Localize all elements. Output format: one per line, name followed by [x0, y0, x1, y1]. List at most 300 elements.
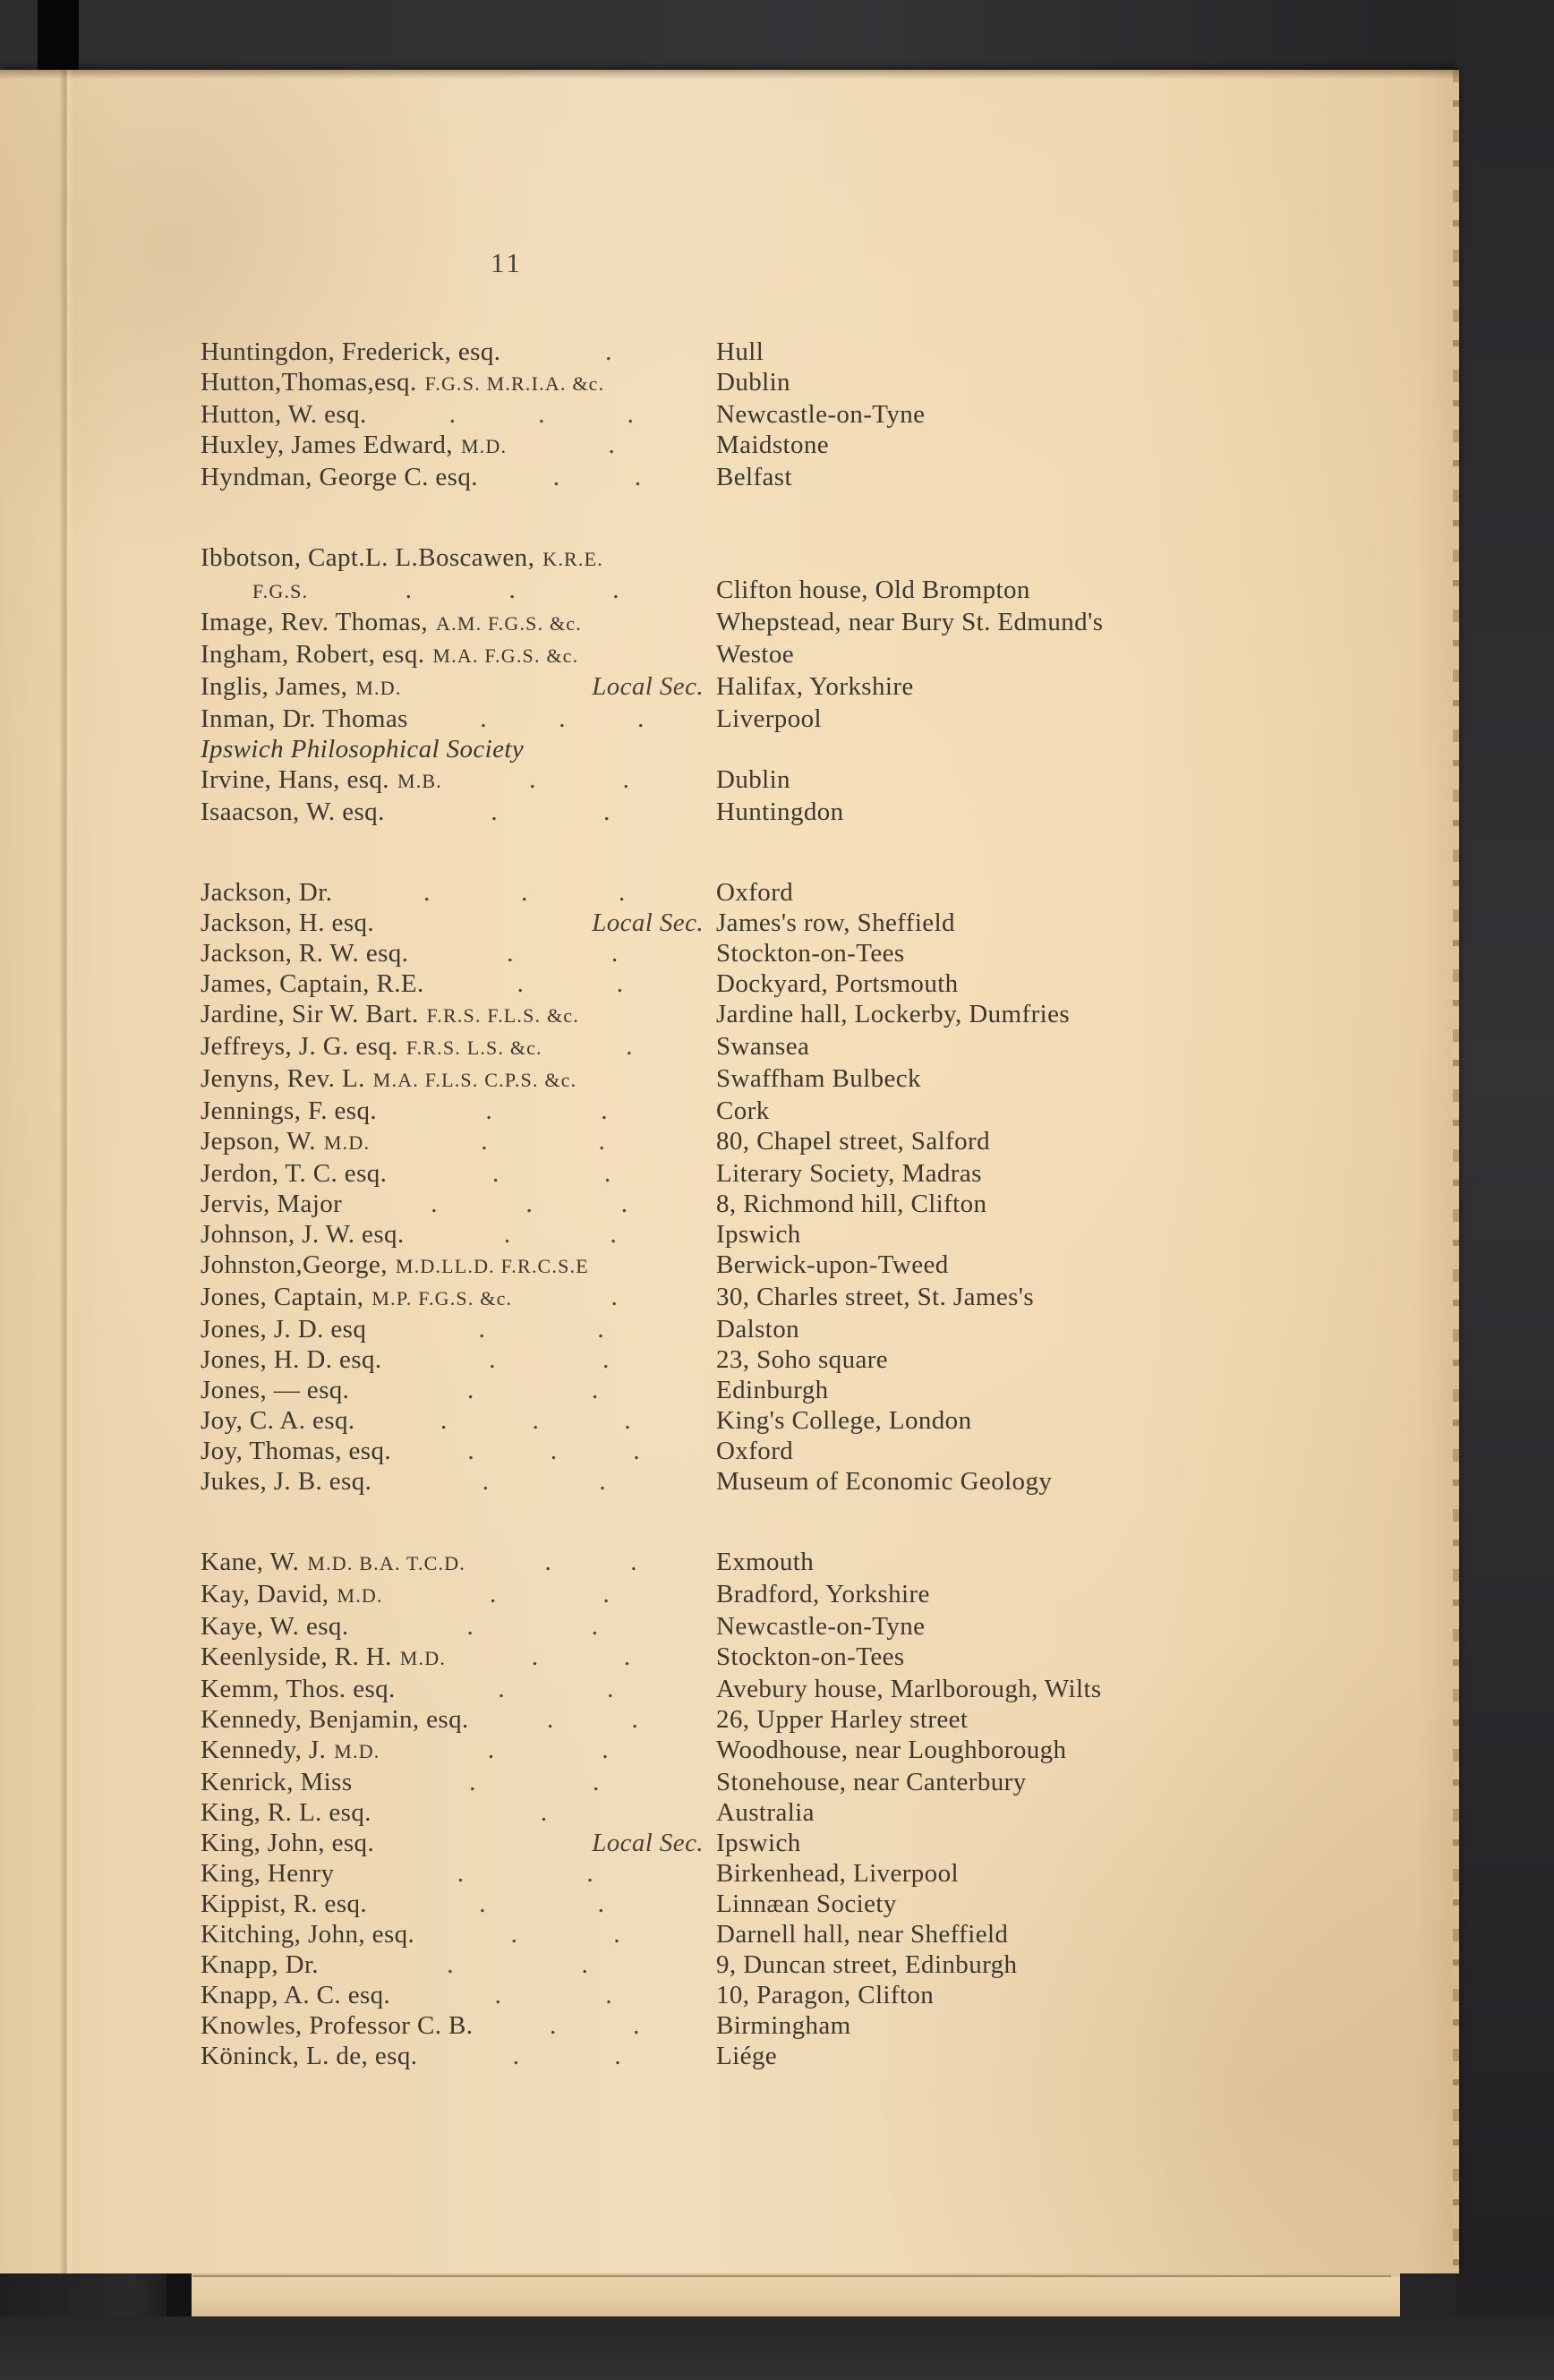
leader-dot: .	[602, 1345, 610, 1374]
leader-dot: .	[510, 1920, 517, 1949]
member-name: Image, Rev. Thomas,	[201, 608, 429, 636]
background-bottom	[0, 2316, 1554, 2380]
leader-dot: .	[604, 1159, 611, 1188]
member-section-I	[201, 542, 1434, 827]
member-entry-left	[201, 1611, 716, 1642]
member-entry-left	[201, 337, 716, 367]
member-entry-left	[201, 607, 716, 639]
member-entry-left	[201, 1547, 716, 1579]
dot-leader	[334, 1858, 716, 1889]
member-name: Jones, H. D. esq.	[201, 1345, 382, 1374]
member-entry-left	[201, 2010, 716, 2041]
leader-dot: .	[627, 400, 634, 429]
member-row	[201, 1219, 1434, 1250]
dot-leader	[414, 1919, 716, 1949]
member-address: 23, Soho square	[716, 1345, 889, 1374]
member-name: Inman, Dr. Thomas	[201, 704, 408, 733]
member-entry-left	[201, 734, 716, 764]
member-post: M.D. B.A. T.C.D.	[307, 1552, 466, 1574]
member-row	[201, 1063, 1434, 1096]
member-address: Belfast	[716, 463, 792, 491]
leader-dot: .	[508, 576, 516, 604]
member-entry-left	[201, 1375, 716, 1405]
member-address: Museum of Economic Geology	[716, 1467, 1053, 1496]
dot-leader	[342, 1189, 716, 1219]
member-entry-left	[201, 999, 716, 1031]
leader-dot: .	[492, 1159, 500, 1188]
member-name: Huxley, James Edward,	[201, 431, 453, 459]
member-name: Jackson, R. W. esq.	[201, 939, 409, 968]
leader-dot: .	[559, 704, 566, 733]
member-entry-left	[201, 1466, 716, 1497]
member-row	[201, 734, 1434, 764]
member-row	[201, 1980, 1434, 2010]
member-row	[201, 1949, 1434, 1980]
member-entry-left	[201, 1314, 716, 1344]
leader-dot: .	[531, 1642, 539, 1671]
member-name: Jones, Captain,	[201, 1283, 364, 1311]
member-row	[201, 1344, 1434, 1375]
dot-leader	[332, 877, 716, 908]
member-row	[201, 430, 1434, 462]
leader-dot: .	[601, 1096, 608, 1125]
leader-dot: .	[489, 1345, 496, 1374]
member-name: Joy, Thomas, esq.	[201, 1437, 392, 1465]
member-address: Berwick-upon-Tweed	[716, 1250, 949, 1279]
dot-leader	[355, 1405, 717, 1436]
member-post: M.D.	[460, 435, 508, 457]
member-entry-left	[201, 704, 716, 734]
member-row	[201, 542, 1434, 575]
member-name: Hutton,Thomas,esq.	[201, 368, 417, 397]
member-section-K	[201, 1547, 1434, 2071]
member-name: Joy, C. A. esq.	[201, 1406, 355, 1435]
member-row	[201, 764, 1434, 797]
member-row	[201, 1031, 1434, 1063]
member-address: Dublin	[716, 765, 790, 794]
dot-leader	[391, 1436, 716, 1466]
member-entry-left	[201, 908, 716, 938]
member-row	[201, 1250, 1434, 1282]
member-row	[201, 1314, 1434, 1344]
member-address: 26, Upper Harley street	[716, 1705, 969, 1734]
leader-dot: .	[517, 969, 524, 998]
leader-dot: .	[546, 1705, 554, 1734]
leader-dot: .	[540, 1798, 548, 1827]
leader-dot: .	[602, 1736, 609, 1764]
member-entry-left	[201, 1674, 716, 1704]
member-entry-left	[201, 542, 716, 575]
member-entry-left	[201, 462, 716, 492]
member-row	[201, 1096, 1434, 1126]
member-row	[201, 367, 1434, 399]
member-post: M.D.	[399, 1647, 447, 1669]
leader-dot: .	[599, 1467, 606, 1496]
member-entry-left	[201, 399, 716, 430]
member-entry-left	[201, 1063, 716, 1096]
member-address: Swansea	[716, 1032, 810, 1061]
leader-dot: .	[552, 463, 560, 491]
dot-leader	[512, 1282, 716, 1312]
member-address: Halifax, Yorkshire	[716, 672, 914, 701]
member-entry-left	[201, 1980, 716, 2010]
member-row	[201, 607, 1434, 639]
member-row	[201, 1735, 1434, 1767]
leader-dot: .	[494, 1981, 501, 2009]
member-post: F.G.S. M.R.I.A. &c.	[424, 372, 605, 395]
member-name: Jervis, Major	[201, 1190, 343, 1218]
member-row	[201, 1158, 1434, 1189]
leader-dot: .	[482, 1467, 489, 1496]
member-name: Ibbotson, Capt.L. L.Boscawen,	[201, 543, 535, 572]
leader-dot: .	[550, 2011, 557, 2040]
member-row	[201, 399, 1434, 430]
member-address: Stockton-on-Tees	[716, 939, 905, 968]
member-name: Kennedy, Benjamin, esq.	[201, 1705, 469, 1734]
leader-dot: .	[610, 1220, 617, 1249]
member-name: Kippist, R. esq.	[201, 1889, 368, 1918]
member-post: K.R.E.	[542, 548, 603, 570]
leader-dot: .	[598, 1127, 605, 1156]
member-entry-left	[201, 1096, 716, 1126]
member-row	[201, 1642, 1434, 1674]
dot-leader	[402, 671, 716, 702]
member-post: F.R.S. F.L.S. &c.	[426, 1004, 579, 1027]
leader-dot: .	[532, 1406, 539, 1435]
member-post: M.B.	[397, 770, 442, 792]
leader-dot: .	[631, 1705, 638, 1734]
member-name: Ipswich Philosophical Society	[201, 735, 525, 763]
binding-gutter-top	[38, 0, 79, 73]
member-row	[201, 1405, 1434, 1436]
page-number: 11	[491, 247, 523, 278]
page-gutter-crease	[59, 70, 73, 2273]
member-address: Swaffham Bulbeck	[716, 1064, 921, 1093]
leader-dot: .	[485, 1096, 492, 1125]
member-entry-left	[201, 1735, 716, 1767]
member-name: Irvine, Hans, esq.	[201, 765, 389, 794]
member-name: Jackson, Dr.	[201, 878, 333, 907]
leader-dot: .	[538, 400, 545, 429]
leader-dot: .	[479, 1889, 486, 1918]
member-row	[201, 1704, 1434, 1735]
member-address: Stonehouse, near Canterbury	[716, 1768, 1027, 1796]
member-address: Cork	[716, 1096, 770, 1125]
member-name: Kay, David,	[201, 1580, 329, 1608]
member-entry-left	[201, 1889, 716, 1919]
member-name: Knapp, A. C. esq.	[201, 1981, 391, 2009]
member-address: Bradford, Yorkshire	[716, 1580, 930, 1608]
leader-dot: .	[491, 798, 498, 826]
dot-leader	[424, 968, 716, 999]
dot-leader	[469, 1704, 716, 1735]
member-address: Liége	[716, 2042, 778, 2070]
member-entry-left	[201, 367, 716, 399]
leader-dot: .	[630, 1548, 637, 1576]
dot-leader	[387, 1158, 716, 1189]
member-entry-left	[201, 1642, 716, 1674]
member-name: Ingham, Robert, esq.	[201, 640, 425, 669]
dot-leader	[374, 1828, 716, 1858]
member-name: Huntingdon, Frederick, esq.	[201, 337, 501, 366]
member-address: Edinburgh	[716, 1376, 829, 1404]
member-name: Jones, J. D. esq	[201, 1315, 367, 1344]
book-fore-edge-background	[1456, 0, 1554, 2380]
leader-dot: .	[498, 1675, 505, 1703]
leader-dot: .	[633, 2011, 640, 2040]
leader-dot: .	[447, 1950, 454, 1979]
member-row	[201, 908, 1434, 938]
dot-leader	[319, 1949, 716, 1980]
leader-dot: .	[478, 1315, 485, 1344]
member-name: Johnson, J. W. esq.	[201, 1220, 405, 1249]
local-sec-label: Local Sec.	[592, 908, 704, 937]
dot-leader	[371, 1797, 716, 1828]
member-name: Kennedy, J.	[201, 1736, 327, 1764]
member-entry-left	[201, 1919, 716, 1949]
dot-leader	[408, 938, 716, 968]
page	[0, 70, 1459, 2273]
leader-dot: .	[469, 1768, 476, 1796]
dot-leader	[446, 1642, 716, 1672]
member-row	[201, 2041, 1434, 2071]
dot-leader	[308, 575, 716, 605]
member-name: Hyndman, George C. esq.	[201, 463, 478, 491]
dot-leader	[348, 1611, 716, 1642]
member-row	[201, 1889, 1434, 1919]
member-post: M.A. F.G.S. &c.	[432, 644, 579, 667]
leader-dot: .	[633, 1437, 640, 1465]
member-address: 30, Charles street, St. James's	[716, 1283, 1035, 1311]
page-deckle-edge	[1453, 70, 1459, 2273]
dot-leader	[370, 1126, 716, 1156]
member-address: Jardine hall, Lockerby, Dumfries	[716, 1000, 1071, 1028]
dot-leader	[396, 1674, 716, 1704]
dot-leader	[442, 764, 716, 795]
leader-dot: .	[525, 1190, 533, 1218]
dot-leader	[478, 462, 716, 492]
leader-dot: .	[550, 1437, 558, 1465]
member-address: Maidstone	[716, 431, 830, 459]
member-address: Linnæan Society	[716, 1889, 897, 1918]
member-address: Australia	[716, 1798, 815, 1827]
leader-dot: .	[457, 1859, 464, 1888]
dot-leader	[371, 1466, 716, 1497]
member-row	[201, 1828, 1434, 1858]
member-address: Clifton house, Old Brompton	[716, 576, 1030, 604]
member-address: Westoe	[716, 640, 795, 669]
leader-dot: .	[487, 1736, 495, 1764]
member-entry-left	[201, 1189, 716, 1219]
page-top-shadow	[0, 70, 1459, 79]
member-entry-left	[201, 575, 716, 607]
dot-leader	[366, 1314, 716, 1344]
leader-dot: .	[607, 1675, 614, 1703]
leader-dot: .	[623, 1642, 631, 1671]
member-address: Birkenhead, Liverpool	[716, 1859, 959, 1888]
leader-dot: .	[593, 1768, 600, 1796]
member-address: Dalston	[716, 1315, 800, 1344]
leader-dot: .	[603, 798, 610, 826]
dot-leader	[349, 1375, 716, 1405]
dot-leader	[473, 2010, 716, 2041]
member-name: Keenlyside, R. H.	[201, 1642, 392, 1671]
member-address: Hull	[716, 337, 764, 366]
member-address: Huntingdon	[716, 798, 844, 826]
dot-leader	[382, 1344, 716, 1375]
member-row	[201, 462, 1434, 492]
leader-dot: .	[612, 576, 619, 604]
member-name: Isaacson, W. esq.	[201, 798, 385, 826]
member-row	[201, 704, 1434, 734]
member-name: Jenyns, Rev. L.	[201, 1064, 365, 1093]
leader-dot: .	[610, 1283, 618, 1311]
member-entry-left	[201, 1282, 716, 1314]
leader-dot: .	[581, 1950, 588, 1979]
member-entry-left	[201, 1767, 716, 1797]
member-entry-left	[201, 639, 716, 671]
leader-dot: .	[626, 1032, 633, 1061]
member-name: Jackson, H. esq.	[201, 908, 375, 937]
leader-dot: .	[503, 1220, 511, 1249]
leader-dot: .	[634, 463, 642, 491]
leader-dot: .	[637, 704, 645, 733]
member-address: 80, Chapel street, Salford	[716, 1127, 990, 1156]
member-row	[201, 1797, 1434, 1828]
member-entry-left	[201, 671, 716, 704]
member-post: F.R.S. L.S. &c.	[406, 1036, 542, 1059]
dot-leader	[377, 1096, 716, 1126]
member-row	[201, 1375, 1434, 1405]
member-name: King, R. L. esq.	[201, 1798, 371, 1827]
member-address: Newcastle-on-Tyne	[716, 1612, 926, 1641]
member-name: Kane, W.	[201, 1548, 300, 1576]
member-row	[201, 575, 1434, 607]
leader-dot: .	[481, 1127, 488, 1156]
member-row	[201, 1466, 1434, 1497]
member-entry-left	[201, 938, 716, 968]
member-row	[201, 639, 1434, 671]
member-address: 8, Richmond hill, Clifton	[716, 1190, 987, 1218]
member-name: Jerdon, T. C. esq.	[201, 1159, 388, 1188]
leader-dot: .	[602, 1580, 610, 1608]
member-address: Whepstead, near Bury St. Edmund's	[716, 608, 1104, 636]
member-name: Inglis, James,	[201, 672, 348, 701]
member-row	[201, 1767, 1434, 1797]
dot-leader	[353, 1767, 716, 1797]
leader-dot: .	[605, 1981, 612, 2009]
member-name: Jardine, Sir W. Bart.	[201, 1000, 419, 1028]
dot-leader	[542, 1031, 716, 1062]
leader-dot: .	[613, 1920, 620, 1949]
member-row	[201, 1547, 1434, 1579]
member-name: F.G.S.	[252, 580, 309, 602]
local-sec-label: Local Sec.	[592, 672, 704, 701]
dot-leader	[374, 908, 716, 938]
leader-dot: .	[622, 765, 629, 794]
member-name: King, Henry	[201, 1859, 335, 1888]
member-entry-left	[201, 1250, 716, 1282]
member-row	[201, 1858, 1434, 1889]
member-address: Ipswich	[716, 1829, 801, 1857]
dot-leader	[385, 797, 716, 827]
member-post: M.D.LL.D. F.R.C.S.E	[395, 1255, 589, 1277]
member-address: Dublin	[716, 368, 790, 397]
member-address: Darnell hall, near Sheffield	[716, 1920, 1009, 1949]
member-row	[201, 1436, 1434, 1466]
leader-dot: .	[423, 878, 431, 907]
member-entry-left	[201, 1858, 716, 1889]
member-row	[201, 999, 1434, 1031]
member-entry-left	[201, 1704, 716, 1735]
member-address: Exmouth	[716, 1548, 815, 1576]
member-row	[201, 1611, 1434, 1642]
member-name: Knapp, Dr.	[201, 1950, 320, 1979]
leader-dot: .	[608, 431, 615, 459]
member-entry-left	[201, 1579, 716, 1611]
member-row	[201, 1674, 1434, 1704]
member-address: James's row, Sheffield	[716, 908, 955, 937]
member-name: Jeffreys, J. G. esq.	[201, 1032, 398, 1061]
member-entry-left	[201, 430, 716, 462]
underlying-page-edge	[63, 2272, 1400, 2316]
member-address: Oxford	[716, 1437, 794, 1465]
member-address: Dockyard, Portsmouth	[716, 969, 959, 998]
member-entry-left	[201, 1828, 716, 1858]
member-post: M.D.	[355, 677, 402, 699]
member-entry-left	[201, 1797, 716, 1828]
member-row	[201, 1919, 1434, 1949]
leader-dot: .	[586, 1859, 593, 1888]
member-row	[201, 671, 1434, 704]
member-address: 10, Paragon, Clifton	[716, 1981, 935, 2009]
dot-leader	[408, 704, 716, 734]
member-address: Stockton-on-Tees	[716, 1642, 905, 1671]
leader-dot: .	[597, 1315, 604, 1344]
member-row	[201, 1282, 1434, 1314]
leader-dot: .	[512, 2042, 519, 2070]
member-address: Avebury house, Marlborough, Wilts	[716, 1675, 1102, 1703]
member-post: M.D.	[337, 1584, 383, 1607]
member-address: King's College, London	[716, 1406, 972, 1435]
dot-leader	[417, 2041, 716, 2071]
member-name: Kitching, John, esq.	[201, 1920, 415, 1949]
member-address: 9, Duncan street, Edinburgh	[716, 1950, 1018, 1979]
leader-dot: .	[616, 969, 624, 998]
leader-dot: .	[507, 939, 514, 968]
dot-leader	[367, 399, 716, 430]
leader-dot: .	[620, 1190, 628, 1218]
member-entry-left	[201, 1949, 716, 1980]
member-name: Knowles, Professor C. B.	[201, 2011, 474, 2040]
member-address: Liverpool	[716, 704, 822, 733]
member-post: M.D.	[323, 1131, 371, 1154]
member-row	[201, 1126, 1434, 1158]
dot-leader	[367, 1889, 716, 1919]
member-name: Johnston,George,	[201, 1250, 388, 1279]
leader-dot: .	[544, 1548, 551, 1576]
member-row	[201, 1189, 1434, 1219]
leader-dot: .	[466, 1612, 474, 1641]
local-sec-label: Local Sec.	[592, 1829, 704, 1857]
member-entry-left	[201, 968, 716, 999]
member-address: Literary Society, Madras	[716, 1159, 982, 1188]
member-name: Kemm, Thos. esq.	[201, 1675, 396, 1703]
member-entry-left	[201, 797, 716, 827]
member-row	[201, 797, 1434, 827]
dot-leader	[380, 1735, 717, 1765]
member-name: James, Captain, R.E.	[201, 969, 424, 998]
